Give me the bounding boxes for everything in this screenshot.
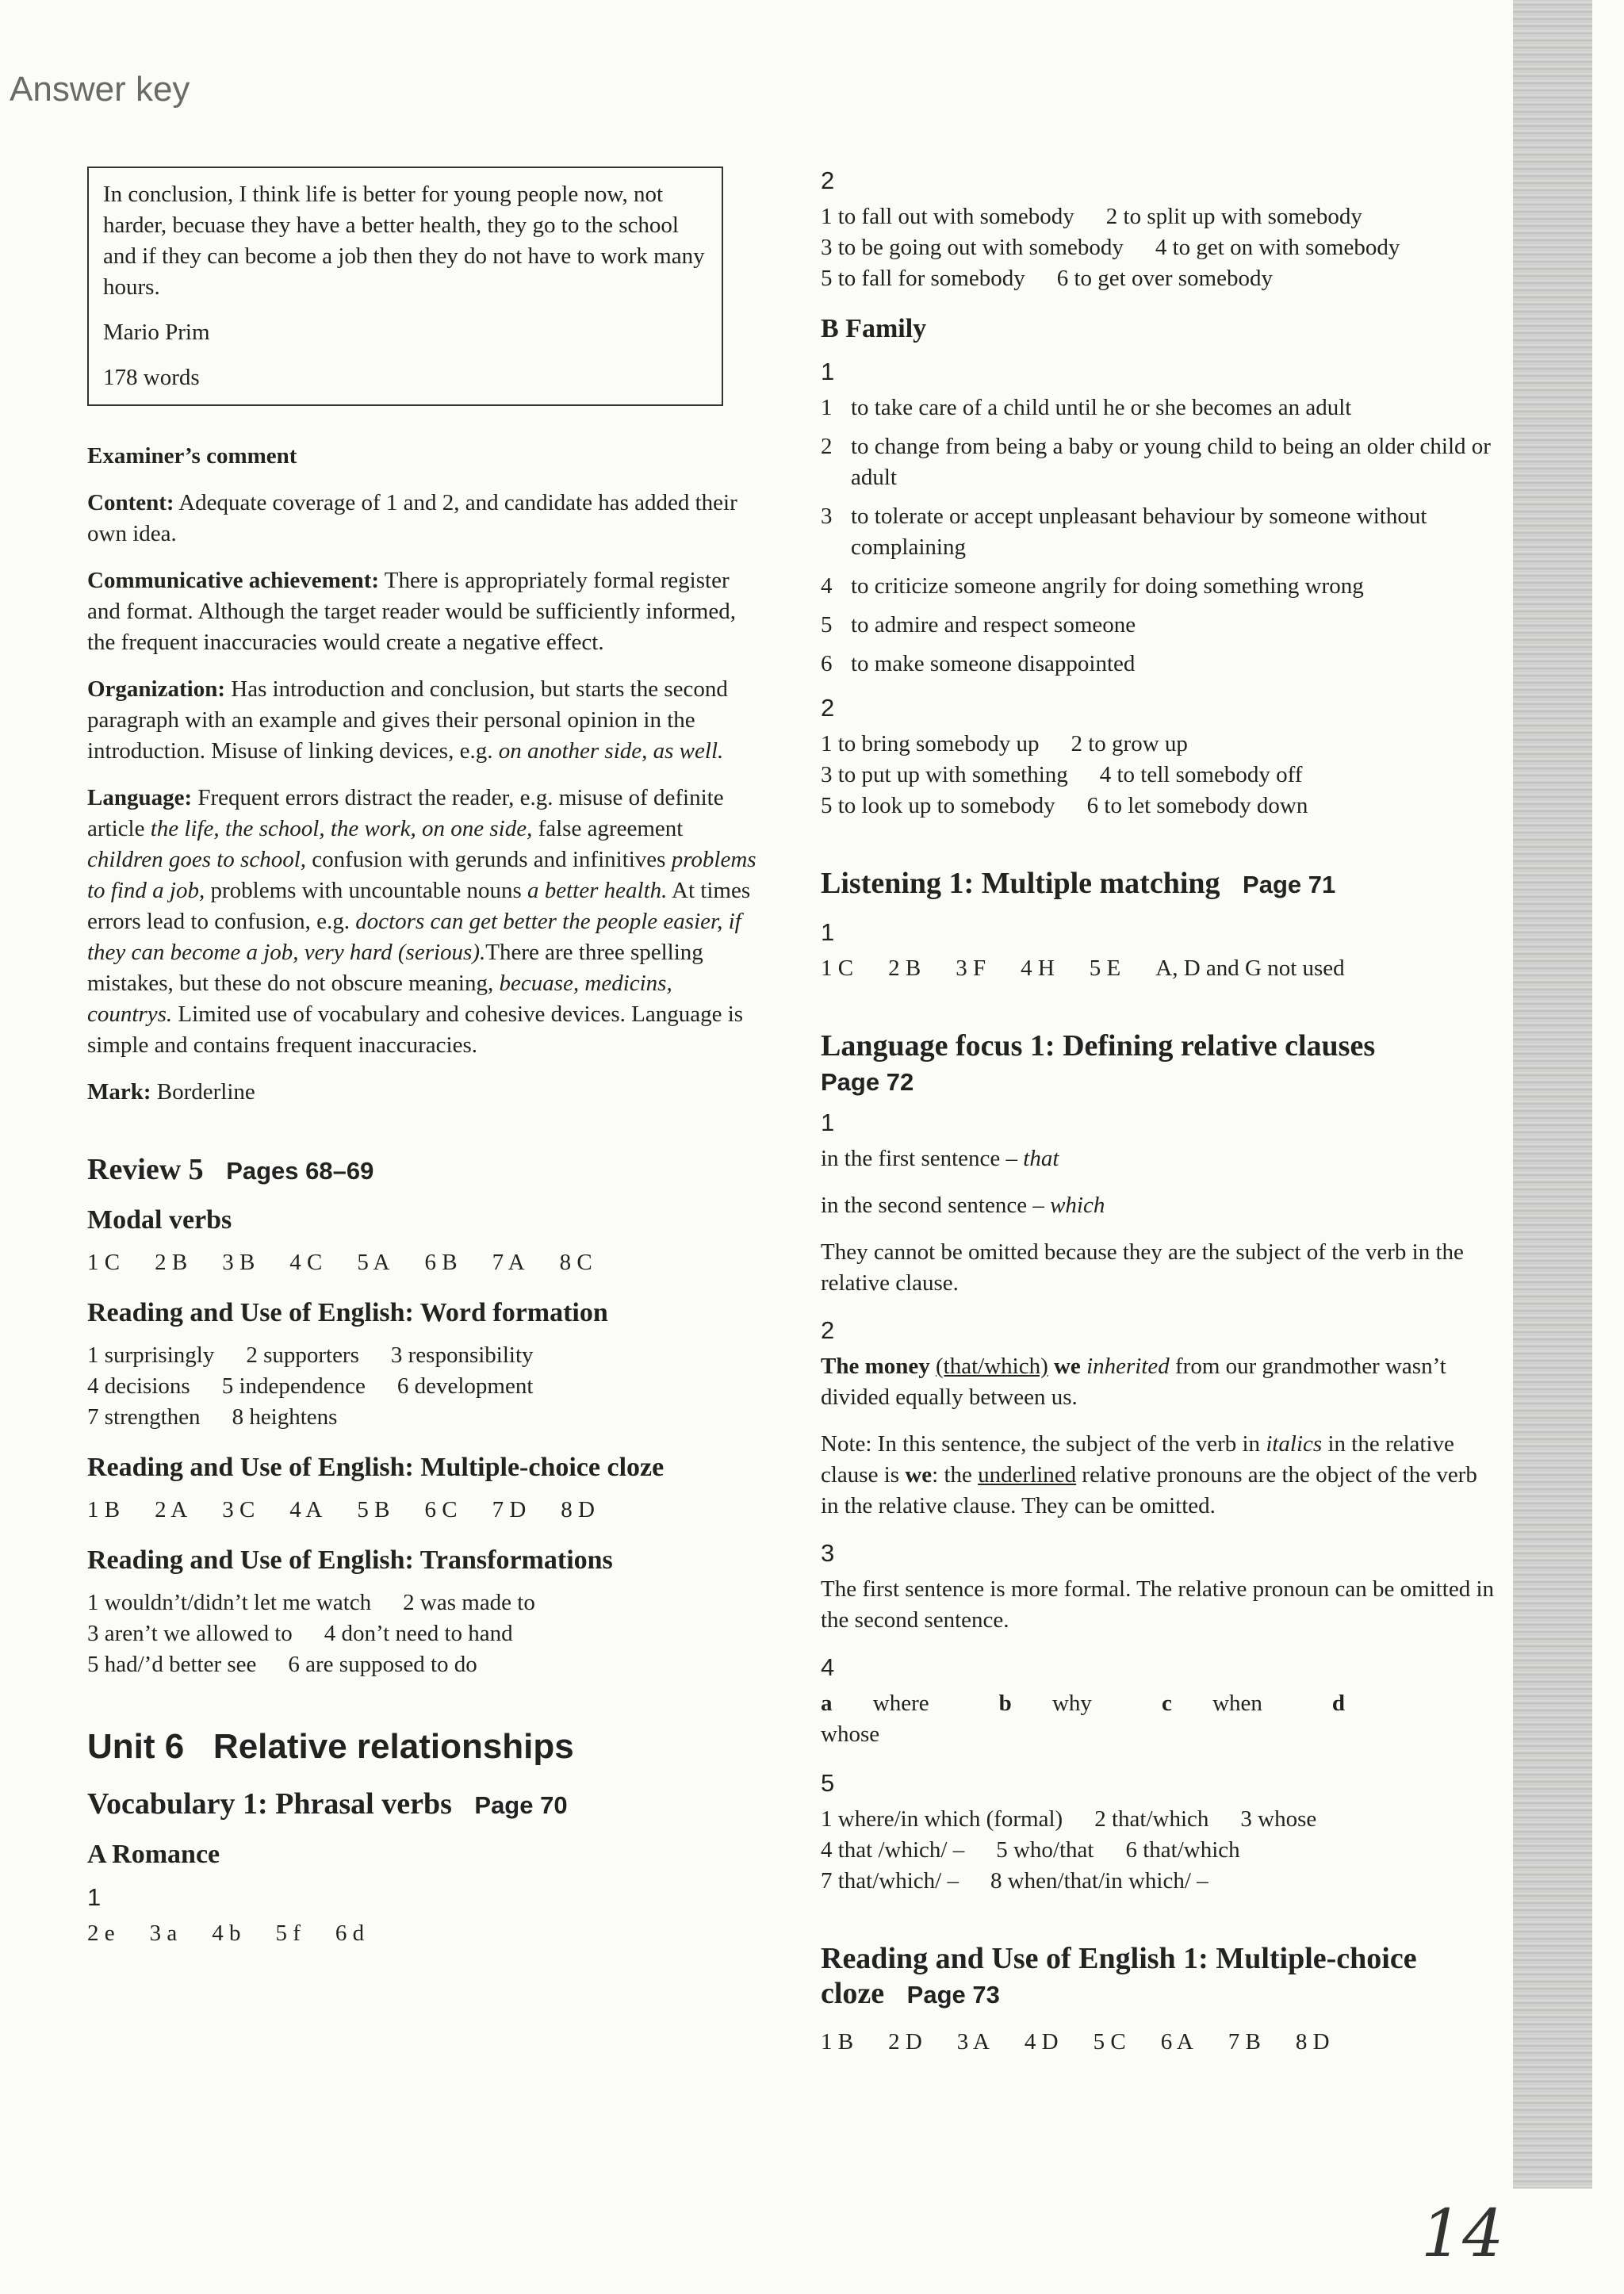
- answer-key: c when: [1161, 1691, 1262, 1716]
- romance-1-keys: [87, 1918, 761, 1949]
- key-line: 1 wouldn’t/didn’t let me watch 2 was made to: [87, 1590, 535, 1615]
- family-2-keys: [821, 729, 1495, 821]
- answer-key: 5 B: [357, 1497, 390, 1522]
- list-item: 6 to make someone disappointed: [821, 651, 1136, 676]
- answer-key: 7 A: [492, 1250, 525, 1275]
- answer-key: a where: [821, 1691, 929, 1716]
- lf-ex3-text: The first sentence is more formal. The relative pronoun can be omitted in the second sentence.: [821, 1576, 1495, 1633]
- answer-key: 7 D: [492, 1497, 527, 1522]
- lf-line-3: They cannot be omitted because they are the subject of the verb in the relative clause.: [821, 1239, 1464, 1296]
- answer-key: 3 a: [149, 1921, 178, 1946]
- exercise-number: 5: [821, 1769, 835, 1797]
- exercise-number: 1: [821, 918, 835, 946]
- listening-keys: [821, 953, 1495, 984]
- answer-key: 4 C: [289, 1250, 323, 1275]
- list-item: 5 to admire and respect someone: [821, 612, 1136, 638]
- examiner-comment-title: Examiner’s comment: [87, 443, 297, 469]
- exercise-number: 1: [87, 1883, 102, 1911]
- answer-key: 5 A: [357, 1250, 390, 1275]
- list-item: 3 to tolerate or accept unpleasant behaviour by someone without complaining: [821, 504, 1427, 560]
- essay-word-count: 178 words: [103, 365, 200, 390]
- key-line: 4 that /which/ – 5 who/that 6 that/which: [821, 1837, 1240, 1863]
- answer-key: 1 C: [821, 956, 854, 981]
- answer-key: 3 C: [222, 1497, 255, 1522]
- language-focus-heading: Language focus 1: Defining relative clauses: [821, 1029, 1376, 1063]
- answer-key: 6 A: [1160, 2029, 1193, 2055]
- content-comment: Content: Adequate coverage of 1 and 2, and candidate has added their own idea.: [87, 490, 737, 546]
- answer-key: 5 E: [1089, 956, 1121, 981]
- list-item: 4 to criticize someone angrily for doing something wrong: [821, 573, 1364, 599]
- review5-heading: Review 5 Pages 68–69: [87, 1153, 374, 1186]
- romance-heading: A Romance: [87, 1840, 220, 1869]
- key-line: 5 to look up to somebody 6 to let somebody down: [821, 793, 1308, 818]
- transformations-keys: [87, 1587, 761, 1680]
- answer-key: 5 f: [275, 1921, 301, 1946]
- lf-note: Note: In this sentence, the subject of the verb in italics in the relative clause is we: the underlined relative pronouns are the object of the verb in the relative clause. They can be omitted.: [821, 1431, 1477, 1518]
- answer-key: 1 B: [821, 2029, 854, 2055]
- left-column: [87, 167, 761, 1967]
- lf-ex4-keys: [821, 1688, 1495, 1750]
- key-line: 1 to bring somebody up 2 to grow up: [821, 731, 1188, 756]
- key-line: 7 that/which/ – 8 when/that/in which/ –: [821, 1868, 1208, 1894]
- ruoe-heading: Reading and Use of English 1: Multiple-choice cloze Page 73: [821, 1942, 1417, 2010]
- lf-ex5-keys: [821, 1804, 1495, 1897]
- exercise-number: 2: [821, 167, 835, 194]
- exercise-number: 4: [821, 1653, 835, 1681]
- answer-key: 2 e: [87, 1921, 115, 1946]
- key-line: 5 to fall for somebody 6 to get over somebody: [821, 266, 1273, 291]
- organization-comment: Organization: Has introduction and conclusion, but starts the second paragraph with an example and gives their personal opinion in the introduction. Misuse of linking devices, e.g. on another side, as well.: [87, 676, 728, 764]
- word-formation-keys: [87, 1340, 761, 1433]
- key-line: 1 where/in which (formal) 2 that/which 3 whose: [821, 1806, 1317, 1832]
- answer-key: 3 B: [222, 1250, 255, 1275]
- language-comment: Language: Frequent errors distract the reader, e.g. misuse of definite article the life, the school, the work, on one side, false agreement children goes to school, confusion with gerunds and infinitives problems to find a job, problems with uncountable nouns a better health. At times errors lead to confusion, e.g. doctors can get better the people easier, if they can become a job, very hard (serious).There are three spelling mistakes, but these do not obscure meaning, becuase, medicins, countrys. Limited use of vocabulary and cohesive devices. Language is simple and contains frequent inaccuracies.: [87, 785, 756, 1058]
- modal-verbs-keys: [87, 1247, 761, 1278]
- exercise-number: 1: [821, 358, 835, 385]
- answer-key: A, D and G not used: [1155, 956, 1345, 981]
- exercise-number: 2: [821, 1316, 835, 1344]
- family-heading: B Family: [821, 314, 927, 343]
- answer-key: 2 B: [888, 956, 921, 981]
- key-line: 4 decisions 5 independence 6 development: [87, 1373, 534, 1399]
- answer-key: 2 B: [155, 1250, 188, 1275]
- answer-key: 7 B: [1228, 2029, 1261, 2055]
- answer-key: 8 D: [561, 1497, 595, 1522]
- ruoe-keys: [821, 2027, 1495, 2058]
- key-line: 3 to be going out with somebody 4 to get on with somebody: [821, 235, 1400, 260]
- lf-line-1: in the first sentence – that: [821, 1146, 1059, 1171]
- essay-text: In conclusion, I think life is better for young people now, not harder, becuase they have a better health, they go to the school and if they can become a job then they do not have to work many hours.: [103, 182, 705, 300]
- key-line: 3 to put up with something 4 to tell somebody off: [821, 762, 1303, 787]
- key-line: 1 surprisingly 2 supporters 3 responsibility: [87, 1342, 534, 1368]
- communicative-comment: Communicative achievement: There is appropriately formal register and format. Although the target reader would be sufficiently informed, the frequent inaccuracies would create a negative effect.: [87, 568, 736, 655]
- key-line: 7 strengthen 8 heightens: [87, 1404, 338, 1430]
- answer-key: 5 C: [1093, 2029, 1126, 2055]
- language-focus-page: Page 72: [821, 1068, 914, 1096]
- essay-box: [87, 167, 723, 406]
- transformations-heading: Reading and Use of English: Transformations: [87, 1545, 613, 1575]
- page-edge-shadow: [1513, 0, 1592, 2189]
- exercise-number: 3: [821, 1539, 835, 1567]
- answer-key: 3 A: [956, 2029, 990, 2055]
- answer-key: 3 F: [956, 956, 986, 981]
- answer-key: 1 C: [87, 1250, 121, 1275]
- answer-key: 6 B: [424, 1250, 458, 1275]
- romance-2-keys: [821, 201, 1495, 294]
- answer-key: 2 D: [888, 2029, 922, 2055]
- essay-author: Mario Prim: [103, 320, 210, 345]
- unit6-heading: Unit 6 Relative relationships: [87, 1727, 574, 1766]
- exercise-number: 2: [821, 694, 835, 722]
- exercise-number: 1: [821, 1109, 835, 1136]
- family-1-list: [821, 393, 1495, 680]
- answer-key: 4 D: [1024, 2029, 1059, 2055]
- answer-key: 6 C: [424, 1497, 458, 1522]
- answer-key: b why: [998, 1691, 1092, 1716]
- key-line: 5 had/’d better see 6 are supposed to do: [87, 1652, 477, 1677]
- answer-key: 4 A: [289, 1497, 323, 1522]
- modal-verbs-heading: Modal verbs: [87, 1205, 232, 1235]
- answer-key: 4 H: [1021, 956, 1055, 981]
- answer-key: 1 B: [87, 1497, 121, 1522]
- multiple-choice-keys: [87, 1495, 761, 1526]
- word-formation-heading: Reading and Use of English: Word formation: [87, 1298, 608, 1327]
- handwritten-page-number: 14: [1421, 2196, 1504, 2272]
- key-line: 3 aren’t we allowed to 4 don’t need to hand: [87, 1621, 513, 1646]
- answer-key: 2 A: [155, 1497, 188, 1522]
- page-header: Answer key: [10, 70, 190, 109]
- answer-key: 8 C: [559, 1250, 592, 1275]
- lf-example-sentence: The money (that/which) we inherited from our grandmother wasn’t divided equally between us.: [821, 1354, 1446, 1410]
- key-line: 1 to fall out with somebody 2 to split up with somebody: [821, 204, 1362, 229]
- list-item: 1 to take care of a child until he or she becomes an adult: [821, 395, 1352, 420]
- list-item: 2 to change from being a baby or young child to being an older child or adult: [821, 434, 1491, 490]
- right-column: [821, 157, 1495, 2075]
- answer-key: 6 d: [335, 1921, 365, 1946]
- vocabulary-heading: Vocabulary 1: Phrasal verbs Page 70: [87, 1787, 568, 1821]
- answer-key: d whose: [821, 1691, 1346, 1747]
- lf-line-2: in the second sentence – which: [821, 1193, 1105, 1218]
- answer-key: 8 D: [1295, 2029, 1330, 2055]
- multiple-choice-heading: Reading and Use of English: Multiple-choice cloze: [87, 1453, 665, 1482]
- answer-key: 4 b: [212, 1921, 241, 1946]
- mark-line: Mark: Borderline: [87, 1079, 255, 1105]
- listening-heading: Listening 1: Multiple matching Page 71: [821, 867, 1336, 900]
